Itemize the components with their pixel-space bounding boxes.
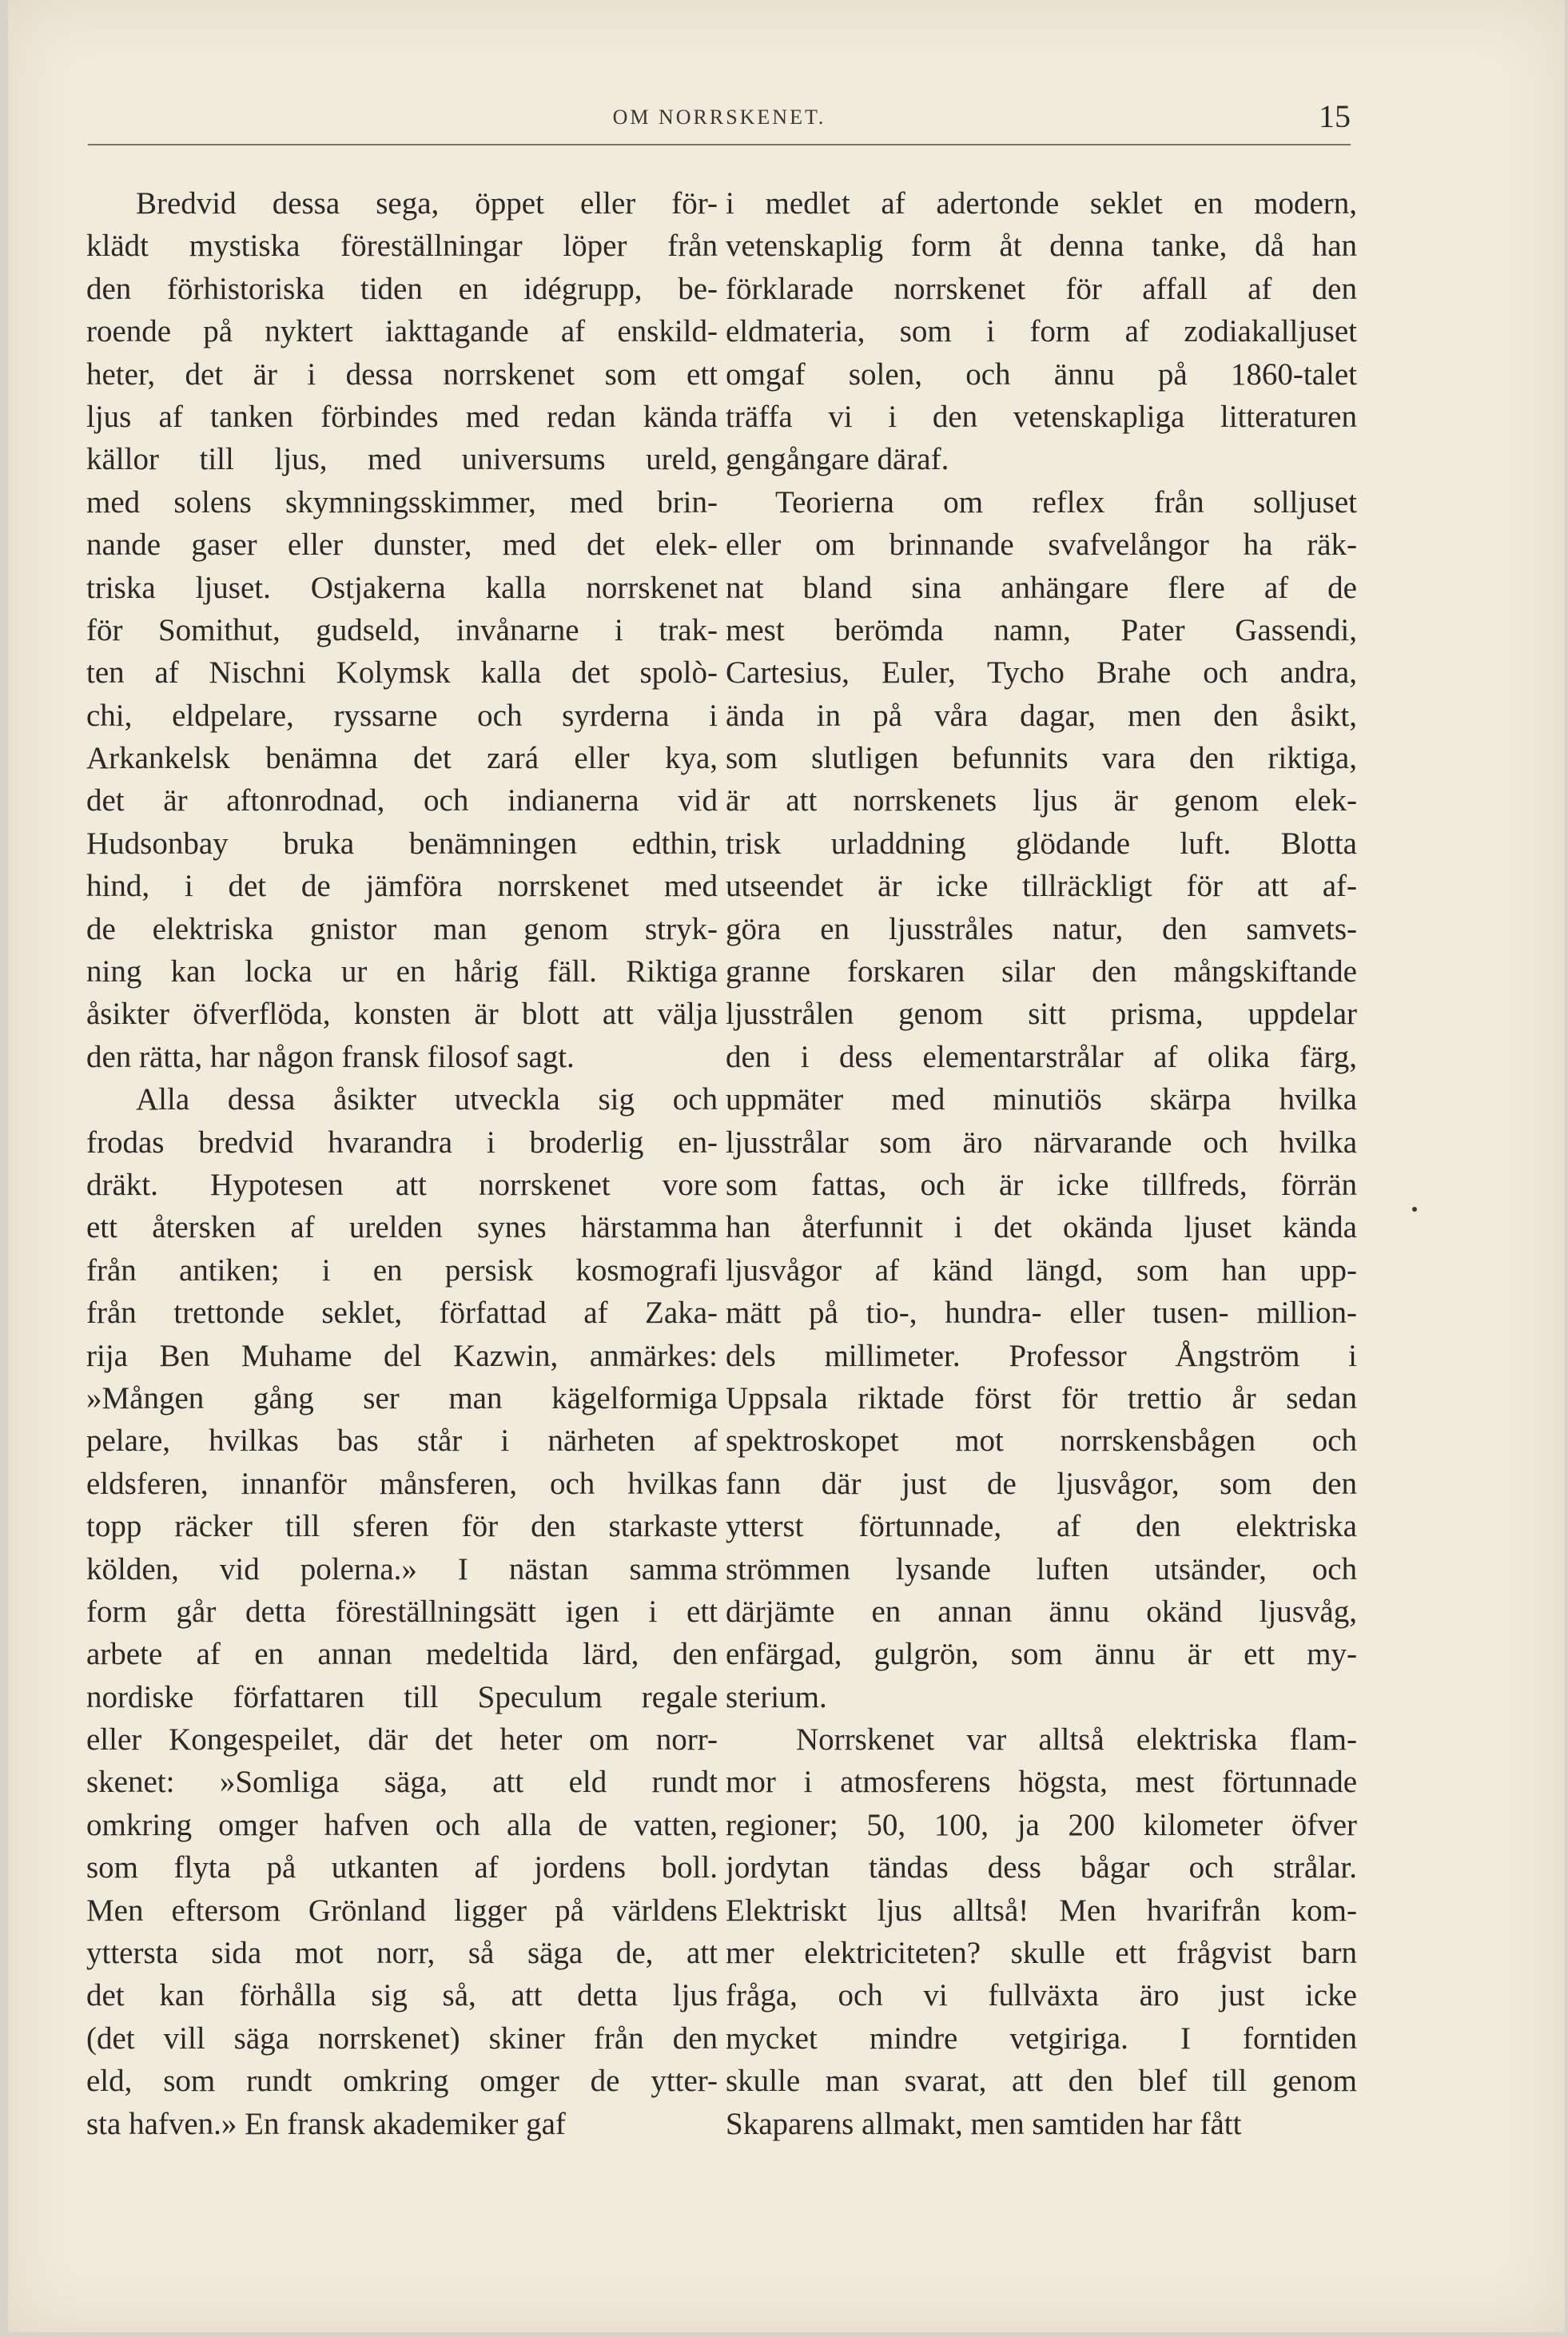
text-line: det är aftonrodnad, och indianerna vid <box>86 783 718 818</box>
text-line: för Somithut, gudseld, invånarne i trak- <box>86 612 718 647</box>
text-line: i medlet af adertonde seklet en modern, <box>726 186 1357 221</box>
text-line: nande gaser eller dunster, med det elek- <box>86 528 718 563</box>
text-line: från antiken; i en persisk kosmografi <box>86 1252 718 1288</box>
text-line: ten af Nischni Kolymsk kalla det spolò- <box>86 655 718 691</box>
text-line: heter, det är i dessa norrskenet som ett <box>86 356 718 392</box>
text-line: är att norrskenets ljus är genom elek- <box>726 783 1357 818</box>
text-line: med solens skymningsskimmer, med brin- <box>86 484 718 520</box>
text-line: ning kan locka ur en hårig fäll. Riktiga <box>86 954 718 989</box>
text-line: hind, i det de jämföra norrskenet med <box>86 869 718 904</box>
text-line: den i dess elementarstrålar af olika färg, <box>726 1039 1357 1074</box>
text-line: Teorierna om reflex från solljuset <box>775 484 1357 520</box>
text-line: mycket mindre vetgiriga. I forntiden <box>726 2020 1357 2056</box>
text-line: uppmäter med minutiös skärpa hvilka <box>726 1082 1357 1117</box>
text-line: omgaf solen, och ännu på 1860-talet <box>726 356 1357 392</box>
text-line: göra en ljusstråles natur, den samvets- <box>726 911 1357 946</box>
text-line: Norrskenet var alltså elektriska flam- <box>796 1722 1357 1758</box>
text-line: därjämte en annan ännu okänd ljusvåg, <box>726 1594 1357 1629</box>
text-line: vetenskaplig form åt denna tanke, då han <box>726 229 1357 264</box>
text-line: regioner; 50, 100, ja 200 kilometer öfver <box>726 1807 1357 1842</box>
text-line: som flyta på utkanten af jordens boll. <box>86 1850 718 1885</box>
text-line: omkring omger hafven och alla de vatten, <box>86 1807 718 1842</box>
text-line: Alla dessa åsikter utveckla sig och <box>136 1082 718 1117</box>
text-line: dels millimeter. Professor Ångström i <box>726 1338 1357 1373</box>
text-line: form går detta föreställningsätt igen i ett <box>86 1594 718 1629</box>
text-line: (det vill säga norrskenet) skiner från den <box>86 2020 718 2056</box>
text-line: chi, eldpelare, ryssarne och syrderna i <box>86 698 718 733</box>
text-line: ljusvågor af känd längd, som han upp- <box>726 1252 1357 1288</box>
text-line: som fattas, och är icke tillfreds, förrän <box>726 1167 1357 1202</box>
text-line: ett återsken af urelden synes härstamma <box>86 1210 718 1245</box>
text-line: skulle man svarat, att den blef till genom <box>726 2064 1357 2099</box>
running-header <box>88 96 1351 145</box>
running-title: OM NORRSKENET. <box>612 106 826 129</box>
text-line: Elektriskt ljus alltså! Men hvarifrån kom- <box>726 1893 1357 1928</box>
text-line: som slutligen befunnits vara den riktiga, <box>726 741 1357 776</box>
text-line: ytterst förtunnade, af den elektriska <box>726 1509 1357 1544</box>
text-line: »Mången gång ser man kägelformiga <box>86 1380 718 1415</box>
text-line: jordytan tändas dess bågar och strålar. <box>726 1850 1357 1885</box>
text-line: nat bland sina anhängare flere af de <box>726 570 1357 605</box>
text-line: den förhistoriska tiden en idégrupp, be- <box>86 271 718 306</box>
text-line: nordiske författaren till Speculum regale <box>86 1679 718 1714</box>
left-text-column <box>86 182 718 2145</box>
text-line: Uppsala riktade först för trettio år sedan <box>726 1380 1357 1415</box>
text-line: ljus af tanken förbindes med redan kända <box>86 399 718 434</box>
text-line: sterium. <box>726 1679 827 1714</box>
text-line: Hudsonbay bruka benämningen edthin, <box>86 826 718 861</box>
text-line: ljusstrålen genom sitt prisma, uppdelar <box>726 997 1357 1032</box>
page-number: 15 <box>1319 98 1351 134</box>
text-line: han återfunnit i det okända ljuset kända <box>726 1210 1357 1245</box>
text-line: dräkt. Hypotesen att norrskenet vore <box>86 1167 718 1202</box>
text-line: triska ljuset. Ostjakerna kalla norrskenet <box>86 570 718 605</box>
text-line: strömmen lysande luften utsänder, och <box>726 1551 1357 1587</box>
text-line: yttersta sida mot norr, så säga de, att <box>86 1936 718 1971</box>
text-line: topp räcker till sferen för den starkaste <box>86 1509 718 1544</box>
text-line: källor till ljus, med universums ureld, <box>86 442 718 477</box>
text-line: spektroskopet mot norrskensbågen och <box>726 1423 1357 1459</box>
text-line: trisk urladdning glödande luft. Blotta <box>726 826 1357 861</box>
text-line: det kan förhålla sig så, att detta ljus <box>86 1978 718 2013</box>
text-line: mätt på tio-, hundra- eller tusen- million- <box>726 1296 1357 1331</box>
text-line: kölden, vid polerna.» I nästan samma <box>86 1551 718 1587</box>
text-line: pelare, hvilkas bas står i närheten af <box>86 1423 718 1459</box>
text-line: arbete af en annan medeltida lärd, den <box>86 1637 718 1672</box>
text-line: från trettonde seklet, författad af Zaka- <box>86 1296 718 1331</box>
text-line: mer elektriciteten? skulle ett frågvist barn <box>726 1936 1357 1971</box>
text-line: eld, som rundt omkring omger de ytter- <box>86 2064 718 2099</box>
text-line: sta hafven.» En fransk akademiker gaf <box>86 2106 566 2141</box>
book-page <box>8 0 1565 2332</box>
right-text-column <box>726 182 1357 2145</box>
text-line: mor i atmosferens högsta, mest förtunnade <box>726 1765 1357 1800</box>
text-line: ända in på våra dagar, men den åsikt, <box>726 698 1357 733</box>
text-line: Men eftersom Grönland ligger på världens <box>86 1893 718 1928</box>
text-line: de elektriska gnistor man genom stryk- <box>86 911 718 946</box>
text-line: förklarade norrskenet för affall af den <box>726 271 1357 306</box>
text-line: åsikter öfverflöda, konsten är blott att välja <box>86 997 718 1032</box>
text-line: klädt mystiska föreställningar löper från <box>86 229 718 264</box>
text-line: eller om brinnande svafvelångor ha räk- <box>726 528 1357 563</box>
text-line: den rätta, har någon fransk filosof sagt. <box>86 1039 575 1074</box>
text-line: träffa vi i den vetenskapliga litteraturen <box>726 399 1357 434</box>
text-line: gengångare däraf. <box>726 442 949 477</box>
ink-speck <box>1412 1207 1417 1212</box>
text-line: Skaparens allmakt, men samtiden har fått <box>726 2106 1242 2141</box>
text-line: frodas bredvid hvarandra i broderlig en- <box>86 1125 718 1160</box>
text-line: granne forskaren silar den mångskiftande <box>726 954 1357 989</box>
text-line: Bredvid dessa sega, öppet eller för- <box>136 186 718 221</box>
text-line: eldsferen, innanför månsferen, och hvilkas <box>86 1466 718 1501</box>
text-line: Arkankelsk benämna det zará eller kya, <box>86 741 718 776</box>
text-line: ljusstrålar som äro närvarande och hvilka <box>726 1125 1357 1160</box>
text-line: skenet: »Somliga säga, att eld rundt <box>86 1765 718 1800</box>
text-line: Cartesius, Euler, Tycho Brahe och andra, <box>726 655 1357 691</box>
text-line: rija Ben Muhame del Kazwin, anmärkes: <box>86 1338 718 1373</box>
text-line: eller Kongespeilet, där det heter om norr- <box>86 1722 718 1758</box>
text-line: fråga, och vi fullväxta äro just icke <box>726 1978 1357 2013</box>
text-line: eldmateria, som i form af zodiakalljuset <box>726 314 1357 349</box>
text-line: fann där just de ljusvågor, som den <box>726 1466 1357 1501</box>
text-line: mest berömda namn, Pater Gassendi, <box>726 612 1357 647</box>
text-line: roende på nyktert iakttagande af enskild- <box>86 314 718 349</box>
text-line: enfärgad, gulgrön, som ännu är ett my- <box>726 1637 1357 1672</box>
text-line: utseendet är icke tillräckligt för att af- <box>726 869 1357 904</box>
